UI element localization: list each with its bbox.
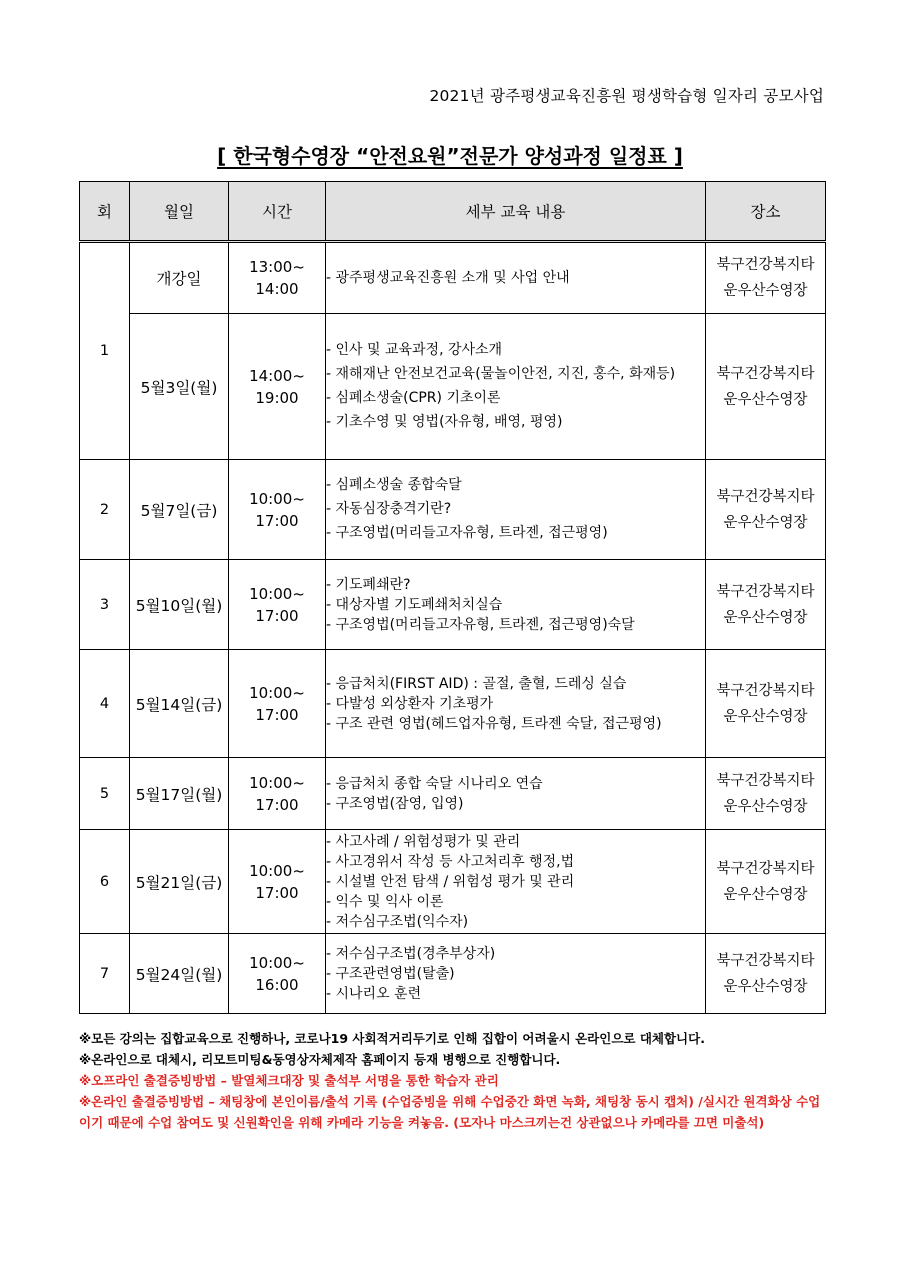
table-row (80, 830, 826, 934)
time-cell (229, 830, 326, 934)
place-line-2: 운우산수영장 (723, 708, 808, 725)
date-text: 5월14일(금) (135, 695, 223, 714)
content-item: - 심폐소생술 종합숙달 (326, 477, 462, 493)
session-cell: 4 (80, 650, 130, 758)
time-end: 14:00 (255, 280, 299, 298)
content-cell (326, 650, 706, 758)
table-header-row (80, 182, 826, 242)
date-cell (130, 242, 229, 314)
content-item: - 사고사례 / 위험성평가 및 관리 (326, 833, 521, 850)
content-cell (326, 830, 706, 934)
time-start: 10:00~ (249, 773, 305, 792)
session-cell: 2 (80, 460, 130, 560)
content-item: - 익수 및 익사 이론 (326, 893, 444, 910)
content-item: - 구조영법(머리들고자유형, 트라젠, 접근평영)숙달 (326, 616, 635, 633)
table-row (80, 460, 826, 560)
session-cell: 3 (80, 560, 130, 650)
date-text: 5월3일(월) (140, 378, 218, 397)
content-item: - 심폐소생술(CPR) 기초이론 (326, 390, 501, 406)
time-cell (229, 560, 326, 650)
content-item: - 시설별 안전 탐색 / 위험성 평가 및 관리 (326, 873, 575, 890)
date-cell (130, 758, 229, 830)
table-row (80, 560, 826, 650)
time-start: 10:00~ (249, 489, 305, 508)
col-header-session: 회 (80, 182, 130, 242)
time-cell (229, 460, 326, 560)
place-cell (706, 242, 826, 314)
col-header-date: 월일 (130, 182, 229, 242)
content-item: - 구조관련영법(탈출) (326, 965, 455, 982)
content-item: - 대상자별 기도폐쇄처치실습 (326, 596, 503, 613)
time-start: 10:00~ (249, 861, 305, 880)
time-start: 14:00~ (249, 366, 305, 385)
date-text: 5월21일(금) (135, 873, 223, 892)
content-item: - 구조 관련 영법(헤드업자유형, 트라젠 숙달, 접근평영) (326, 715, 662, 732)
time-end: 19:00 (255, 388, 299, 407)
place-line-1: 북구건강복지타 (716, 257, 815, 273)
document-title-text: [ 한국형수영장 “안전요원”전문가 양성과정 일정표 ] (217, 144, 683, 168)
time-cell (229, 314, 326, 460)
date-cell (130, 460, 229, 560)
date-text: 5월24일(월) (135, 965, 223, 984)
time-end: 17:00 (255, 511, 299, 530)
date-cell (130, 314, 229, 460)
content-cell (326, 560, 706, 650)
place-line-2: 운우산수영장 (723, 886, 808, 903)
place-line-1: 북구건강복지타 (716, 772, 815, 789)
content-item: - 기도폐쇄란? (326, 576, 411, 593)
time-cell (229, 934, 326, 1014)
place-cell (706, 314, 826, 460)
place-line-1: 북구건강복지타 (716, 682, 815, 699)
time-start: 10:00~ (249, 953, 305, 972)
table-row (80, 934, 826, 1014)
place-cell (706, 830, 826, 934)
place-cell (706, 560, 826, 650)
note-item: ※모든 강의는 집합교육으로 진행하나, 코로나19 사회적거리두기로 인해 집합이 어려울시 온라인으로 대체합니다. (79, 1031, 705, 1046)
table-row (80, 242, 826, 314)
org-project-line: 2021년 광주평생교육진흥원 평생학습형 일자리 공모사업 (429, 87, 824, 105)
table-row (80, 758, 826, 830)
content-cell (326, 460, 706, 560)
place-line-2: 운우산수영장 (723, 391, 808, 408)
content-item: - 다발성 외상환자 기초평가 (326, 695, 494, 712)
place-line-1: 북구건강복지타 (716, 860, 815, 877)
time-start: 10:00~ (249, 584, 305, 603)
time-start: 10:00~ (249, 683, 305, 702)
time-end: 17:00 (255, 883, 299, 902)
col-header-time: 시간 (229, 182, 326, 242)
note-item: ※온라인으로 대체시, 리모트미팅&동영상자체제작 홈페이지 등재 병행으로 진행합니다. (79, 1052, 561, 1067)
content-item: - 응급처치 종합 숙달 시나리오 연습 (326, 775, 543, 792)
time-end: 16:00 (255, 975, 299, 994)
col-header-place: 장소 (706, 182, 826, 242)
date-cell (130, 934, 229, 1014)
time-end: 17:00 (255, 705, 299, 724)
date-text: 개강일 (156, 270, 202, 288)
place-line-1: 북구건강복지타 (716, 952, 815, 969)
content-item: - 응급처치(FIRST AID) : 골절, 출혈, 드레싱 실습 (326, 675, 627, 692)
place-cell (706, 934, 826, 1014)
content-cell (326, 242, 706, 314)
session-cell: 5 (80, 758, 130, 830)
content-item: - 인사 및 교육과정, 강사소개 (326, 342, 503, 358)
content-item: - 재해재난 안전보건교육(물놀이안전, 지진, 홍수, 화재등) (326, 366, 676, 382)
place-line-2: 운우산수영장 (723, 978, 808, 995)
content-item: - 광주평생교육진흥원 소개 및 사업 안내 (326, 270, 570, 286)
content-item: - 저수심구조법(경추부상자) (326, 945, 496, 962)
place-cell (706, 758, 826, 830)
content-item: - 사고경위서 작성 등 사고처리후 행정,법 (326, 853, 575, 870)
time-cell (229, 650, 326, 758)
date-cell (130, 560, 229, 650)
date-text: 5월17일(월) (135, 785, 223, 804)
content-item: - 기초수영 및 영법(자유형, 배영, 평영) (326, 414, 563, 430)
notes-section (79, 1028, 825, 1133)
place-line-2: 운우산수영장 (723, 283, 808, 299)
col-header-content: 세부 교육 내용 (326, 182, 706, 242)
place-line-2: 운우산수영장 (723, 514, 808, 531)
date-text: 5월10일(월) (135, 596, 223, 615)
place-line-1: 북구건강복지타 (716, 365, 815, 382)
table-row (80, 314, 826, 460)
content-item: - 저수심구조법(익수자) (326, 913, 469, 930)
note-item-red: ※온라인 출결증빙방법 – 채팅창에 본인이름/출석 기록 (수업증빙을 위해 수업중간 화면 녹화, 채팅창 동시 캡처) /실시간 원격화상 수업이기 때문에 수업 참여도 및 신원확인을 위해 카메라 기능을 켜놓음. (모자나 마스크끼는건 상관없으나 카메라를 끄면 미출석) (79, 1094, 821, 1130)
time-end: 17:00 (255, 795, 299, 814)
schedule-table (79, 181, 826, 1014)
date-text: 5월7일(금) (140, 501, 218, 520)
table-row (80, 650, 826, 758)
content-item: - 자동심장충격기란? (326, 501, 452, 517)
content-cell (326, 934, 706, 1014)
session-cell: 1 (80, 242, 130, 460)
time-end: 17:00 (255, 606, 299, 625)
time-cell (229, 758, 326, 830)
content-cell (326, 314, 706, 460)
content-item: - 구조영법(머리들고자유형, 트라젠, 접근평영) (326, 525, 608, 541)
place-cell (706, 650, 826, 758)
date-cell (130, 650, 229, 758)
time-cell (229, 242, 326, 314)
content-cell (326, 758, 706, 830)
session-cell: 7 (80, 934, 130, 1014)
place-line-2: 운우산수영장 (723, 609, 808, 626)
time-start: 13:00~ (249, 258, 305, 276)
document-title (0, 140, 900, 169)
content-item: - 구조영법(잠영, 입영) (326, 795, 464, 812)
content-item: - 시나리오 훈련 (326, 985, 422, 1002)
note-item-red: ※오프라인 출결증빙방법 – 발열체크대장 및 출석부 서명을 통한 학습자 관리 (79, 1073, 499, 1088)
date-cell (130, 830, 229, 934)
session-cell: 6 (80, 830, 130, 934)
place-line-2: 운우산수영장 (723, 798, 808, 815)
place-line-1: 북구건강복지타 (716, 488, 815, 505)
place-line-1: 북구건강복지타 (716, 583, 815, 600)
place-cell (706, 460, 826, 560)
